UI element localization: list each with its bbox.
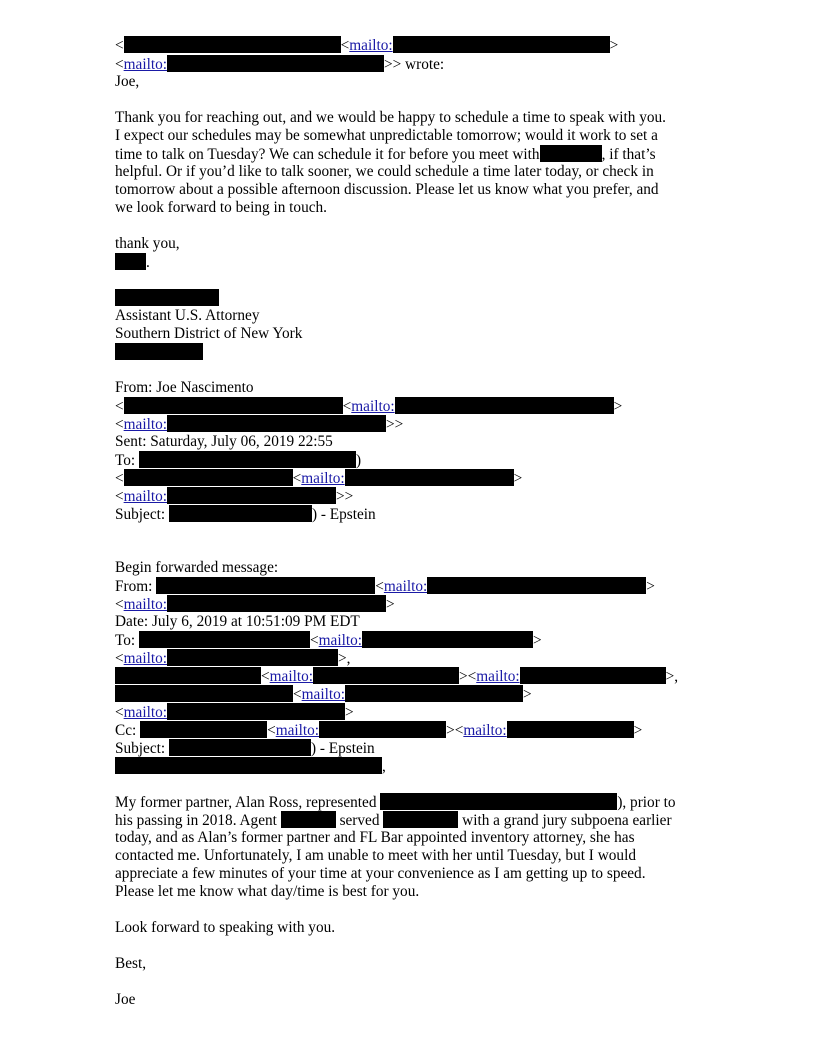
signer-office: Southern District of New York — [115, 325, 303, 342]
body-line: My former partner, Alan Ross, represented ), prior to — [115, 794, 676, 811]
redaction — [380, 793, 617, 810]
body-line: helpful. Or if you’d like to talk sooner, we could schedule a time later today, or check in — [115, 163, 654, 180]
redaction — [395, 397, 614, 414]
redaction — [115, 253, 146, 270]
to-line: To: ) — [115, 452, 362, 469]
redaction — [115, 343, 203, 360]
redaction — [167, 487, 336, 504]
body-line: appreciate a few minutes of your time at your convenience as I am getting up to speed. — [115, 865, 646, 882]
redaction — [124, 36, 341, 53]
mailto-link[interactable]: mailto: — [123, 596, 167, 613]
mailto-link[interactable]: mailto: — [275, 722, 320, 739]
redaction — [140, 721, 267, 738]
signer-title: Assistant U.S. Attorney — [115, 307, 260, 324]
address-line: <mailto: > — [115, 685, 532, 703]
redaction — [393, 36, 610, 53]
redaction — [124, 469, 293, 486]
redaction — [345, 685, 523, 702]
redaction — [520, 667, 666, 684]
body-line: Please let me know what day/time is best for you. — [115, 883, 420, 900]
address-line: <mailto: ><mailto: >, — [115, 667, 678, 685]
redaction — [115, 289, 219, 306]
redaction — [167, 415, 386, 432]
address-line: <mailto: > — [115, 704, 354, 721]
address-line: <mailto: >> — [115, 488, 354, 505]
address-line: <mailto: >> — [115, 416, 404, 433]
mailto-link[interactable]: mailto: — [349, 37, 393, 54]
mailto-link[interactable]: mailto: — [476, 668, 520, 685]
reply-header-line-2: <mailto: >> wrote: — [115, 56, 445, 73]
mailto-link[interactable]: mailto: — [351, 398, 395, 415]
from-line: From: Joe Nascimento — [115, 379, 254, 396]
closing-line: Look forward to speaking with you. — [115, 919, 336, 936]
from-line: From: <mailto: > — [115, 578, 655, 595]
mailto-link[interactable]: mailto: — [383, 578, 428, 595]
signer-contact — [115, 343, 203, 361]
mailto-link[interactable]: mailto: — [463, 722, 507, 739]
mailto-link[interactable]: mailto: — [123, 650, 167, 667]
address-line: <mailto: > — [115, 596, 395, 613]
signer-initials: . — [115, 253, 150, 271]
redaction — [313, 667, 459, 684]
mailto-link[interactable]: mailto: — [123, 488, 167, 505]
sent-line: Sent: Saturday, July 06, 2019 22:55 — [115, 433, 333, 450]
redaction — [319, 721, 446, 738]
subject-line: Subject: ) - Epstein — [115, 506, 376, 523]
redaction — [115, 667, 261, 684]
redaction — [167, 649, 338, 666]
mailto-link[interactable]: mailto: — [123, 56, 167, 73]
forward-heading: Begin forwarded message: — [115, 559, 279, 576]
signer-name — [115, 289, 219, 307]
subject-line: Subject: ) - Epstein — [115, 740, 375, 757]
redaction — [139, 451, 356, 468]
mailto-link[interactable]: mailto: — [318, 632, 362, 649]
address-line: < <mailto: > — [115, 470, 523, 487]
redaction — [540, 145, 602, 162]
redaction — [281, 811, 336, 828]
mailto-link[interactable]: mailto: — [123, 416, 167, 433]
redacted-line: , — [115, 757, 386, 775]
body-line: I expect our schedules may be somewhat unpredictable tomorrow; would it work to set a — [115, 127, 658, 144]
reply-header-line-1: < <mailto: > — [115, 37, 619, 54]
redaction — [139, 631, 310, 648]
redaction — [169, 739, 311, 756]
signoff: thank you, — [115, 235, 180, 252]
redaction — [115, 757, 382, 774]
redaction — [427, 577, 646, 594]
body-line: today, and as Alan’s former partner and FL Bar appointed inventory attorney, she has — [115, 829, 635, 846]
redaction — [383, 811, 458, 828]
redaction — [345, 469, 514, 486]
mailto-link[interactable]: mailto: — [301, 470, 345, 487]
mailto-link[interactable]: mailto: — [123, 704, 167, 721]
greeting: Joe, — [115, 73, 140, 90]
body-line: time to talk on Tuesday? We can schedule it for before you meet with , if that’s — [115, 146, 656, 163]
redaction — [156, 577, 375, 594]
redaction — [169, 505, 312, 522]
address-line: < <mailto: > — [115, 398, 623, 415]
to-line: To: <mailto: > — [115, 632, 542, 649]
body-line: contacted me. Unfortunately, I am unable to meet with her until Tuesday, but I would — [115, 847, 636, 864]
redaction — [167, 595, 386, 612]
redaction — [115, 685, 293, 702]
closing-best: Best, — [115, 955, 147, 972]
body-line: we look forward to being in touch. — [115, 199, 327, 216]
redaction — [167, 55, 384, 72]
cc-line: Cc: <mailto: ><mailto: > — [115, 722, 643, 739]
address-line: <mailto: >, — [115, 650, 351, 667]
mailto-link[interactable]: mailto: — [301, 686, 345, 703]
redaction — [124, 397, 343, 414]
body-line: his passing in 2018. Agent served with a grand jury subpoena earlier — [115, 812, 672, 829]
redaction — [167, 703, 345, 720]
redaction — [362, 631, 533, 648]
date-line: Date: July 6, 2019 at 10:51:09 PM EDT — [115, 613, 360, 630]
mailto-link[interactable]: mailto: — [269, 668, 313, 685]
redaction — [507, 721, 634, 738]
body-line: Thank you for reaching out, and we would be happy to schedule a time to speak with you. — [115, 109, 666, 126]
closing-name: Joe — [115, 991, 136, 1008]
body-line: tomorrow about a possible afternoon discussion. Please let us know what you prefer, and — [115, 181, 659, 198]
